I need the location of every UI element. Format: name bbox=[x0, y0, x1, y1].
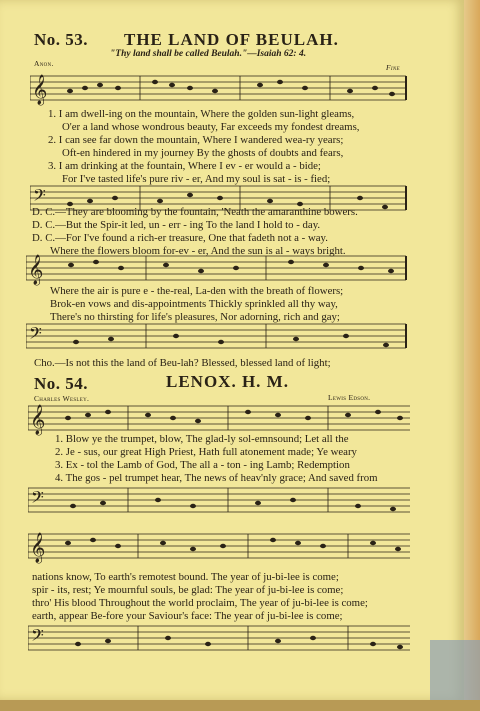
hymn-53-number: No. 53. bbox=[34, 30, 89, 49]
hymn-53-verse-2a: 2. I can see far down the mountain, Where I wandered wea-ry years; bbox=[48, 134, 344, 146]
dc-line-1: D. C.—They are blooming by the fountain, 'Neath the amaranthine bowers. bbox=[32, 206, 358, 218]
page-edge bbox=[464, 0, 480, 711]
hymn-53-treble-staff bbox=[30, 70, 408, 106]
hymn-53-second-verse-3: There's no thirsting for life's pleasures, Nor adorning, rich and gay; bbox=[50, 311, 340, 323]
dc-line-2: D. C.—But the Spir-it led, un - err - ing To the land I hold to - day. bbox=[32, 219, 321, 231]
svg-text:𝄢: 𝄢 bbox=[31, 627, 44, 649]
hymn-53-second-verse-1: Where the air is pure e - the-real, La-den with the breath of flowers; bbox=[50, 285, 344, 297]
hymn-54-verse-3a: 3. Ex - tol the Lamb of God, The all a - ton - ing Lamb; Redemption bbox=[55, 459, 350, 471]
hymn-53-title: THE LAND OF BEULAH. bbox=[124, 30, 339, 49]
hymn-54-verse-2a: 2. Je - sus, our great High Priest, Hath full atonement made; Ye weary bbox=[55, 446, 357, 458]
svg-text:𝄞: 𝄞 bbox=[30, 533, 46, 562]
hymn-54-author: Charles Wesley. bbox=[34, 394, 90, 403]
svg-text:𝄢: 𝄢 bbox=[31, 489, 44, 511]
hymn-53-bass-staff-2 bbox=[26, 318, 408, 354]
hymn-54-title: LENOX. H. M. bbox=[166, 372, 289, 391]
hymn-54-verse-4a: 4. The gos - pel trumpet hear, The news of heav'nly grace; And saved from bbox=[55, 472, 378, 484]
hymn-53-verse-1a: 1. I am dwell-ing on the mountain, Where the golden sun-light gleams, bbox=[48, 108, 355, 120]
svg-text:𝄢: 𝄢 bbox=[33, 187, 46, 209]
svg-text:𝄞: 𝄞 bbox=[32, 75, 48, 104]
hymn-54-number: No. 54. bbox=[34, 374, 89, 393]
hymn-53-verse-3a: 3. I am drinking at the fountain, Where I ev - er would a - bide; bbox=[48, 160, 321, 172]
dc-line-3: D. C.—For I've found a rich-er treasure, One that fadeth not a - way. bbox=[32, 232, 328, 244]
blue-paper-tab bbox=[430, 640, 480, 700]
hymn-53-chorus: Cho.—Is not this the land of Beu-lah? Blessed, blessed land of light; bbox=[34, 357, 331, 369]
hymn-54-treble-staff bbox=[28, 400, 412, 436]
hymn-54-bass-staff bbox=[28, 482, 412, 518]
page-bottom-edge bbox=[0, 700, 480, 711]
hymn-53-verse-1b: O'er a land whose wondrous beauty, Far exceeds my fondest dreams, bbox=[62, 121, 360, 133]
dc-line-4: Where the flowers bloom for-ev - er, And the sun is al - ways bright. bbox=[50, 245, 346, 257]
hymn-54-verse-3b: thro' His blood Throughout the world proclaim, The year of ju-bi-lee is come; bbox=[32, 597, 368, 609]
hymn-53-epigraph: "Thy land shall be called Beulah."—Isaiah 62: 4. bbox=[110, 49, 307, 59]
hymn-54-verse-2b: spir - its, rest; Ye mournful souls, be glad: The year of ju-bi-lee is come; bbox=[32, 584, 344, 596]
fine-marking: Fine bbox=[386, 63, 400, 72]
hymn-54-verse-1b: nations know, To earth's remotest bound. The year of ju-bi-lee is come; bbox=[32, 571, 339, 583]
hymn-53-author: Anon. bbox=[34, 59, 54, 68]
hymn-54-composer: Lewis Edson. bbox=[328, 393, 371, 402]
hymn-54-verse-1a: 1. Blow ye the trumpet, blow, The glad-ly sol-emnsound; Let all the bbox=[55, 433, 349, 445]
svg-text:𝄞: 𝄞 bbox=[28, 255, 44, 284]
hymn-53-verse-3b: For I've tasted life's pure riv - er, And my soul is sat - is - fied; bbox=[62, 173, 331, 185]
svg-text:𝄢: 𝄢 bbox=[29, 325, 42, 347]
hymn-53-verse-2b: Oft-en hindered in my journey By the ghosts of doubts and fears, bbox=[62, 147, 344, 159]
hymn-54-bass-staff-2 bbox=[28, 620, 412, 656]
hymn-53-second-verse-2: Brok-en vows and dis-appointments Thickly sprinkled all thy way, bbox=[50, 298, 338, 310]
hymn-54-treble-staff-2 bbox=[28, 528, 412, 564]
svg-text:𝄞: 𝄞 bbox=[30, 405, 46, 434]
hymn-53-treble-staff-2 bbox=[26, 250, 408, 286]
hymn-54-verse-4b: earth, appear Be-fore your Saviour's face: The year of ju-bi-lee is come; bbox=[32, 610, 343, 622]
